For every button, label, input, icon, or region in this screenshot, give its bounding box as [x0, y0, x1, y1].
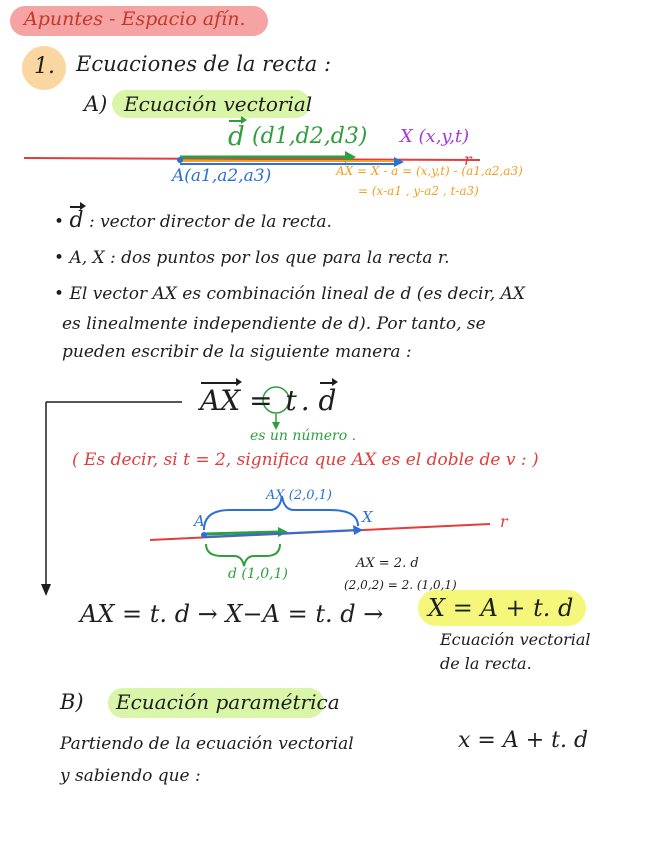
subB-title: Ecuación paramétrica	[116, 690, 340, 714]
example-d-label: d (1,0,1)	[228, 566, 288, 582]
subB-line1-text: Partiendo de la ecuación vectorial	[60, 734, 354, 754]
section-title: Ecuaciones de la recta :	[76, 52, 332, 76]
bullet-points: • A, X : dos puntos por los que para la recta r.	[54, 248, 450, 268]
vector-d-symbol: d	[228, 122, 245, 152]
example-point-a: A	[194, 512, 205, 530]
result-caption-1: Ecuación vectorial	[440, 630, 591, 649]
point-a-label: A(a1,a2,a3)	[172, 166, 272, 186]
bullet-director: • d : vector director de la recta.	[54, 208, 332, 233]
bullet-combination-cont1: es linealmente independiente de d). Por tanto, se	[62, 314, 486, 334]
ax-expression-line1: AX = X - a = (x,y,t) - (a1,a2,a3)	[336, 164, 523, 178]
point-x-label: X (x,y,t)	[400, 126, 470, 147]
example-text: ( Es decir, si t = 2, significa que AX es el doble de v : )	[72, 450, 539, 470]
subB-line2-text: y sabiendo que :	[60, 766, 201, 786]
example-relation-1: AX = 2. d	[356, 556, 419, 571]
subB-line1-formula: x = A + t. d	[458, 728, 589, 753]
derivation-expression: AX = t. d → X−A = t. d →	[80, 600, 384, 628]
t-note: es un número .	[250, 428, 357, 444]
example-line-r-label: r	[500, 512, 508, 531]
result-caption-2: de la recta.	[440, 654, 532, 673]
vector-d-components: (d1,d2,d3)	[252, 124, 368, 149]
subA-label: A)	[84, 92, 108, 116]
main-formula: AX = t . d	[200, 384, 337, 417]
vector-result: X = A + t. d	[428, 594, 574, 622]
bullet-combination: • El vector AX es combinación lineal de d (es decir, AX	[54, 284, 525, 304]
example-point-x: X	[362, 508, 373, 526]
section-number: 1.	[34, 54, 55, 79]
page-title: Apuntes - Espacio afín.	[24, 8, 246, 30]
ax-expression-line2: = (x-a1 , y-a2 , t-a3)	[358, 184, 479, 198]
line-r-label: r	[464, 150, 472, 169]
example-ax-label: AX (2,0,1)	[266, 488, 332, 503]
subB-label: B)	[60, 690, 84, 714]
example-relation-2: (2,0,2) = 2. (1,0,1)	[344, 578, 457, 592]
d-brace	[206, 544, 280, 566]
bullet-combination-cont2: pueden escribir de la siguiente manera :	[62, 342, 412, 362]
subA-title: Ecuación vectorial	[124, 92, 313, 116]
